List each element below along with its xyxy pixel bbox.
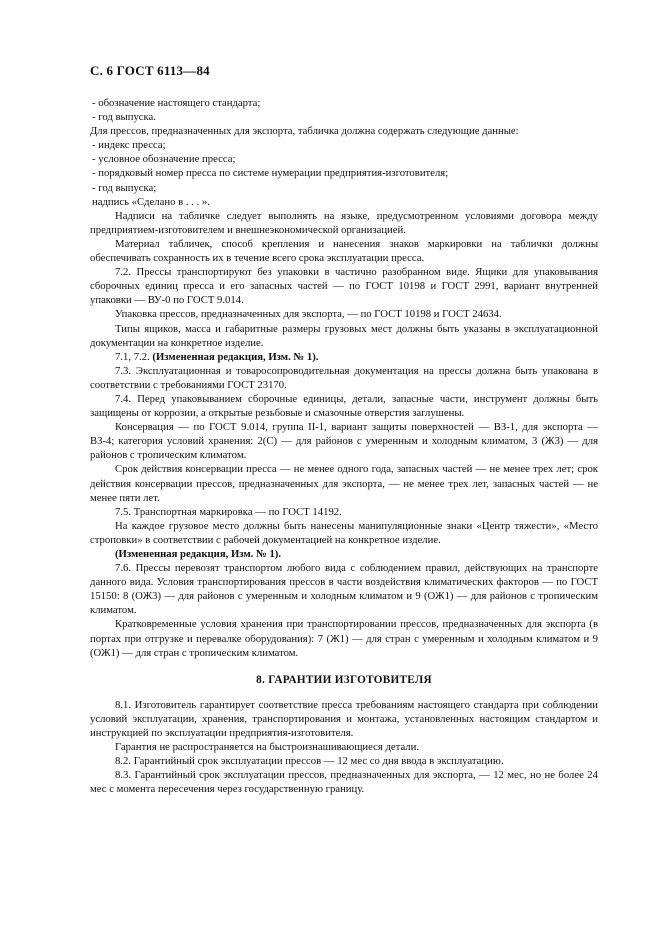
paragraph: Упаковка прессов, предназначенных для экспорта, — по ГОСТ 10198 и ГОСТ 24634.	[115, 308, 502, 321]
paragraph: 7.4. Перед упаковыванием сборочные единицы, детали, запасные части, инструмент должны быть защищены от коррозии, а открытые резьбовые и смазочные отверстия заглушены.	[90, 392, 598, 420]
list-item: - обозначение настоящего стандарта;	[92, 97, 261, 109]
paragraph-prefix: 7.1, 7.2.	[115, 350, 153, 363]
paragraph: На каждое грузовое место должны быть нанесены манипуляционные знаки «Центр тяжести», «Место строповки» в соответствии с рабочей документацией на конкретное изделие.	[90, 519, 598, 546]
paragraph: Надписи на табличке следует выполнять на языке, предусмотренном условиями договора между предприятием-изготовителем и внешнеэкономической организацией.	[90, 209, 598, 236]
list-item: - год выпуска;	[92, 181, 157, 194]
amendment-note: (Измененная редакция, Изм. № 1).	[115, 548, 282, 560]
paragraph: Для прессов, предназначенных для экспорта, табличка должна содержать следующие данные:	[90, 125, 519, 138]
document-body	[90, 96, 598, 797]
paragraph: Срок действия консервации пресса — не менее одного года, запасных частей — не менее трех лет; срок действия консервации прессов, предназначенных для экспорта, — не менее трех лет, запасных частей — не менее пяти лет.	[90, 463, 598, 504]
paragraph: Консервация — по ГОСТ 9.014, группа II-1, вариант защиты поверхностей — ВЗ-1, для экспорта — ВЗ-4; категория условий хранения: 2(С) — для районов с умеренным и холодным климатом, 3 (Ж3) — для районов с тропическим климатом.	[90, 421, 598, 462]
amendment-note: (Измененная редакция, Изм. № 1).	[152, 350, 319, 363]
paragraph: Кратковременные условия хранения при транспортировании прессов, предназначенных для экспорта (в портах при отгрузке и перевалке оборудования): 7 (Ж1) — для стран с умеренным и холодным климатом и 9 (ОЖ1) — для стран с тропическим климатом.	[90, 618, 598, 659]
paragraph: 8.1. Изготовитель гарантирует соответствие пресса требованиям настоящего стандарта при соблюдении условий эксплуатации, хранения, транспортирования и монтажа, установленных настоящим стандартом и инструкцией по эксплуатации предприятия-изготовителя.	[90, 698, 598, 740]
paragraph	[90, 547, 598, 561]
list-item: надпись «Сделано в . . . ».	[92, 195, 210, 208]
paragraph: 7.6. Прессы перевозят транспортом любого вида с соблюдением правил, действующих на транспорте данного вида. Условия транспортирования прессов в части воздействия климатических факторов — по ГОСТ 15150: 8 (ОЖ3) — для районов с умеренным и холодным климатом и 9 (ОЖ1) — для районов с тропическим климатом.	[90, 562, 598, 617]
paragraph: 8.2. Гарантийный срок эксплуатации прессов — 12 мес со дня ввода в эксплуатацию.	[115, 755, 504, 768]
paragraph: 7.3. Эксплуатационная и товаросопроводительная документация на прессы должна быть упакована в соответствии с требованиями ГОСТ 23170.	[90, 364, 598, 391]
list-item: - индекс пресса;	[92, 139, 166, 152]
section-8-content	[90, 698, 598, 797]
list-item: - порядковый номер пресса по системе нумерации предприятия-изготовителя;	[92, 167, 449, 180]
paragraph: 7.2. Прессы транспортируют без упаковки в частично разобранном виде. Ящики для упаковывания сборочных единиц пресса и его запасных частей — по ГОСТ 10198 и ГОСТ 2991, вариант внутренней упаковки — ВУ-0 по ГОСТ 9.014.	[90, 266, 598, 307]
section-7-content	[90, 96, 598, 660]
paragraph: 8.3. Гарантийный срок эксплуатации прессов, предназначенных для экспорта, — 12 мес, но не более 24 мес с момента пересечения через государственную границу.	[90, 769, 598, 796]
paragraph	[90, 350, 598, 364]
paragraph: 7.5. Транспортная маркировка — по ГОСТ 14192.	[115, 505, 342, 518]
paragraph: Материал табличек, способ крепления и нанесения знаков маркировки на таблички должны обеспечивать сохранность их в течение всего срока эксплуатации пресса.	[90, 237, 598, 265]
page-header: С. 6 ГОСТ 6113—84	[90, 63, 210, 78]
list-item: - год выпуска.	[92, 111, 156, 124]
section-8-title: 8. ГАРАНТИИ ИЗГОТОВИТЕЛЯ	[256, 673, 432, 686]
paragraph: Гарантия не распространяется на быстроизнашивающиеся детали.	[115, 741, 420, 754]
list-item: - условное обозначение пресса;	[92, 153, 236, 166]
paragraph: Типы ящиков, масса и габаритные размеры грузовых мест должны быть указаны в эксплуатационной документации на конкретное изделие.	[90, 322, 598, 349]
